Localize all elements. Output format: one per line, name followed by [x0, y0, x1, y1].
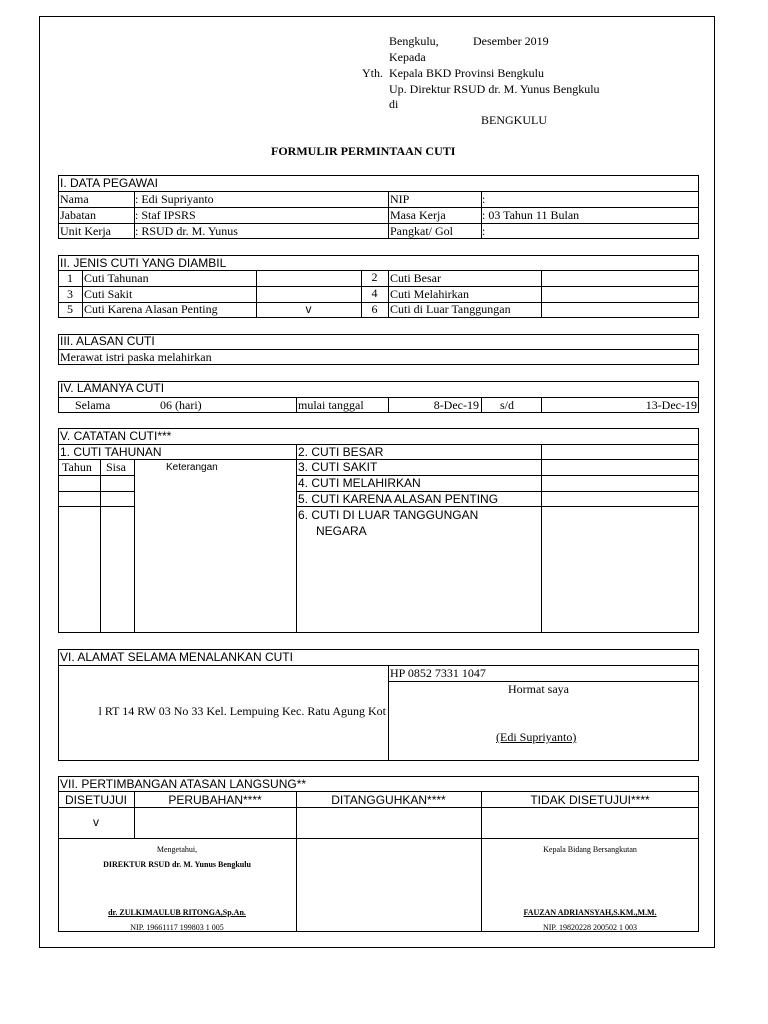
col-disetujui: DISETUJUI	[64, 793, 127, 807]
closing-text: Hormat saya	[508, 682, 569, 696]
header-city: Bengkulu,	[389, 34, 439, 48]
unit-kerja-label: Unit Kerja	[60, 224, 111, 238]
duration-value: 06 (hari)	[160, 398, 202, 412]
cuti-melahirkan-label: 4. CUTI MELAHIRKAN	[298, 476, 421, 490]
selama-label: Selama	[75, 398, 111, 412]
section1-heading: I. DATA PEGAWAI	[60, 176, 159, 190]
nama-value: : Edi Supriyanto	[135, 192, 214, 206]
right-signer-nip: NIP. 19820228 200502 1 003	[542, 923, 637, 932]
cuti-alasan-label: 5. CUTI KARENA ALASAN PENTING	[298, 492, 499, 506]
form-title: FORMULIR PERMINTAAN CUTI	[271, 144, 456, 158]
section3-heading: III. ALASAN CUTI	[60, 334, 155, 348]
section2-heading: II. JENIS CUTI YANG DIAMBIL	[60, 256, 227, 270]
cuti-item-label: Cuti Besar	[390, 271, 441, 285]
header-yth: Yth.	[362, 66, 383, 80]
cuti-besar-label: 2. CUTI BESAR	[298, 445, 384, 459]
applicant-signature-name: (Edi Supriyanto)	[496, 730, 577, 744]
masa-kerja-value: : 03 Tahun 11 Bulan	[482, 208, 580, 222]
header-up: Up. Direktur RSUD dr. M. Yunus Bengkulu	[389, 82, 600, 96]
right-signer-title: Kepala Bidang Bersangkutan	[543, 845, 637, 854]
sd-label: s/d	[500, 398, 515, 412]
cuti-item-no: 1	[67, 271, 73, 285]
section7-heading: VII. PERTIMBANGAN ATASAN LANGSUNG**	[60, 777, 307, 791]
start-date: 8-Dec-19	[433, 398, 479, 412]
right-signer-name: FAUZAN ADRIANSYAH,S.KM.,M.M.	[523, 908, 657, 917]
col-ditangguhkan: DITANGGUHKAN****	[331, 793, 446, 807]
cuti-item-label: Cuti Karena Alasan Penting	[84, 302, 218, 316]
left-signer-title: DIREKTUR RSUD dr. M. Yunus Bengkulu	[103, 860, 251, 869]
annual-heading: 1. CUTI TAHUNAN	[60, 445, 162, 459]
cuti-item-no: 2	[371, 270, 378, 284]
section6-heading: VI. ALAMAT SELAMA MENALANKAN CUTI	[60, 650, 293, 664]
phone-value: HP 0852 7331 1047	[390, 666, 486, 680]
col-sisa: Sisa	[106, 460, 127, 474]
cuti-item-no: 3	[67, 287, 73, 301]
section5-heading: V. CATATAN CUTI***	[60, 429, 172, 443]
cuti-item-no: 5	[67, 302, 73, 316]
cuti-item-label: Cuti Sakit	[84, 287, 133, 301]
alasan-value: Merawat istri paska melahirkan	[60, 350, 212, 364]
masa-kerja-label: Masa Kerja	[390, 208, 446, 222]
header-di: di	[389, 97, 399, 111]
pangkat-value: :	[482, 224, 486, 238]
header-place: BENGKULU	[481, 113, 547, 127]
nip-label: NIP	[390, 192, 410, 206]
left-signer-name: dr. ZULKIMAULUB RITONGA,Sp.An.	[108, 908, 246, 917]
col-keterangan: Keterangan	[166, 462, 218, 473]
disetujui-checkmark: v	[93, 815, 99, 829]
section4-heading: IV. LAMANYA CUTI	[60, 381, 165, 395]
col-tidak-disetujui: TIDAK DISETUJUI****	[530, 793, 650, 807]
cuti-item-no: 4	[371, 286, 378, 300]
cuti-luar-label-cont: NEGARA	[316, 524, 367, 538]
nama-label: Nama	[60, 192, 89, 206]
cuti-item-label: Cuti di Luar Tanggungan	[390, 302, 511, 316]
header-recipient: Kepala BKD Provinsi Bengkulu	[389, 66, 544, 80]
mulai-label: mulai tanggal	[298, 398, 364, 412]
unit-kerja-value: : RSUD dr. M. Yunus	[135, 224, 238, 238]
cuti-luar-label: 6. CUTI DI LUAR TANGGUNGAN	[298, 508, 479, 522]
col-tahun: Tahun	[62, 460, 92, 474]
end-date: 13-Dec-19	[645, 398, 697, 412]
cuti-item-checkmark: v	[305, 302, 312, 316]
cuti-item-no: 6	[371, 302, 378, 316]
col-perubahan: PERUBAHAN****	[168, 793, 262, 807]
cuti-item-label: Cuti Tahunan	[84, 271, 149, 285]
nip-value: :	[482, 192, 486, 206]
left-ack: Mengetahui,	[156, 845, 198, 854]
cuti-sakit-label: 3. CUTI SAKIT	[298, 460, 378, 474]
header-to: Kepada	[389, 50, 426, 64]
cuti-item-label: Cuti Melahirkan	[390, 287, 469, 301]
pangkat-label: Pangkat/ Gol	[390, 224, 453, 238]
jabatan-label: Jabatan	[60, 208, 96, 222]
address-value: l RT 14 RW 03 No 33 Kel. Lempuing Kec. Ratu Agung Kot	[98, 704, 386, 718]
jabatan-value: : Staf IPSRS	[135, 208, 196, 222]
header-month: Desember 2019	[473, 34, 549, 48]
left-signer-nip: NIP. 19661117 199803 1 005	[130, 923, 224, 932]
